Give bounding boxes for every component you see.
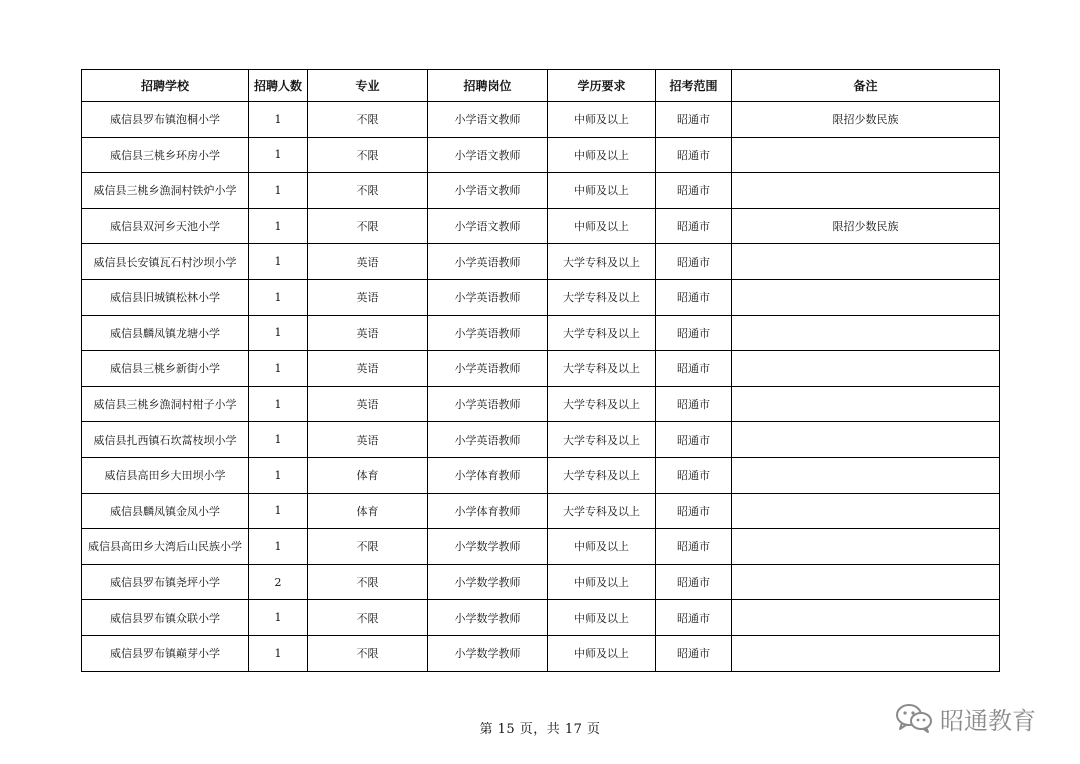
cell-education: 中师及以上 — [548, 208, 656, 244]
cell-position: 小学体育教师 — [428, 457, 548, 493]
cell-scope: 昭通市 — [656, 635, 732, 671]
cell-position: 小学英语教师 — [428, 244, 548, 280]
header-scope: 招考范围 — [656, 70, 732, 102]
cell-count: 1 — [249, 635, 308, 671]
cell-education: 大学专科及以上 — [548, 351, 656, 387]
cell-position: 小学数学教师 — [428, 564, 548, 600]
table-row — [82, 529, 1000, 565]
cell-major: 英语 — [308, 244, 428, 280]
cell-position: 小学体育教师 — [428, 493, 548, 529]
header-count: 招聘人数 — [249, 70, 308, 102]
table-row — [82, 137, 1000, 173]
cell-school: 威信县罗布镇巅芽小学 — [82, 635, 249, 671]
table-row — [82, 351, 1000, 387]
cell-position: 小学英语教师 — [428, 279, 548, 315]
cell-education: 中师及以上 — [548, 529, 656, 565]
table-row — [82, 422, 1000, 458]
table-row — [82, 600, 1000, 636]
cell-remarks: 限招少数民族 — [732, 208, 1000, 244]
cell-position: 小学语文教师 — [428, 173, 548, 209]
cell-major: 不限 — [308, 173, 428, 209]
cell-education: 大学专科及以上 — [548, 315, 656, 351]
cell-school: 威信县长安镇瓦石村沙坝小学 — [82, 244, 249, 280]
cell-remarks — [732, 244, 1000, 280]
cell-scope: 昭通市 — [656, 351, 732, 387]
recruitment-table — [81, 69, 1000, 672]
cell-school: 威信县三桃乡环房小学 — [82, 137, 249, 173]
cell-major: 英语 — [308, 422, 428, 458]
cell-position: 小学英语教师 — [428, 422, 548, 458]
table-row — [82, 564, 1000, 600]
cell-school: 威信县双河乡天池小学 — [82, 208, 249, 244]
cell-position: 小学数学教师 — [428, 600, 548, 636]
cell-remarks — [732, 635, 1000, 671]
header-remarks: 备注 — [732, 70, 1000, 102]
cell-education: 中师及以上 — [548, 564, 656, 600]
cell-remarks — [732, 529, 1000, 565]
cell-education: 中师及以上 — [548, 600, 656, 636]
cell-position: 小学语文教师 — [428, 137, 548, 173]
cell-count: 1 — [249, 244, 308, 280]
cell-education: 大学专科及以上 — [548, 457, 656, 493]
cell-count: 1 — [249, 208, 308, 244]
cell-major: 不限 — [308, 564, 428, 600]
cell-position: 小学语文教师 — [428, 208, 548, 244]
header-major: 专业 — [308, 70, 428, 102]
cell-education: 大学专科及以上 — [548, 493, 656, 529]
table-row — [82, 315, 1000, 351]
cell-education: 中师及以上 — [548, 102, 656, 138]
cell-major: 不限 — [308, 600, 428, 636]
cell-count: 1 — [249, 315, 308, 351]
cell-scope: 昭通市 — [656, 422, 732, 458]
cell-education: 大学专科及以上 — [548, 279, 656, 315]
cell-school: 威信县罗布镇泡桐小学 — [82, 102, 249, 138]
cell-count: 1 — [249, 493, 308, 529]
cell-scope: 昭通市 — [656, 208, 732, 244]
cell-scope: 昭通市 — [656, 386, 732, 422]
cell-count: 1 — [249, 600, 308, 636]
cell-education: 大学专科及以上 — [548, 386, 656, 422]
cell-scope: 昭通市 — [656, 600, 732, 636]
cell-major: 英语 — [308, 279, 428, 315]
cell-major: 不限 — [308, 529, 428, 565]
cell-count: 1 — [249, 137, 308, 173]
cell-education: 大学专科及以上 — [548, 244, 656, 280]
cell-school: 威信县三桃乡漁洞村柑子小学 — [82, 386, 249, 422]
header-school: 招聘学校 — [82, 70, 249, 102]
table-row — [82, 208, 1000, 244]
cell-school: 威信县罗布镇尧坪小学 — [82, 564, 249, 600]
cell-remarks — [732, 493, 1000, 529]
cell-school: 威信县三桃乡漁洞村铁炉小学 — [82, 173, 249, 209]
cell-position: 小学英语教师 — [428, 386, 548, 422]
cell-position: 小学数学教师 — [428, 529, 548, 565]
table-row — [82, 635, 1000, 671]
table-row — [82, 173, 1000, 209]
cell-scope: 昭通市 — [656, 244, 732, 280]
cell-major: 不限 — [308, 137, 428, 173]
cell-major: 英语 — [308, 315, 428, 351]
cell-school: 威信县麟凤镇金凤小学 — [82, 493, 249, 529]
cell-scope: 昭通市 — [656, 457, 732, 493]
cell-major: 不限 — [308, 208, 428, 244]
table-row — [82, 457, 1000, 493]
cell-remarks — [732, 422, 1000, 458]
cell-school: 威信县扎西镇石坎蒿枝坝小学 — [82, 422, 249, 458]
cell-remarks — [732, 173, 1000, 209]
cell-major: 体育 — [308, 493, 428, 529]
cell-scope: 昭通市 — [656, 564, 732, 600]
cell-remarks — [732, 137, 1000, 173]
cell-education: 大学专科及以上 — [548, 422, 656, 458]
cell-scope: 昭通市 — [656, 279, 732, 315]
cell-remarks: 限招少数民族 — [732, 102, 1000, 138]
cell-scope: 昭通市 — [656, 173, 732, 209]
cell-count: 1 — [249, 529, 308, 565]
cell-school: 威信县高田乡大湾后山民族小学 — [82, 529, 249, 565]
wechat-icon — [894, 702, 934, 734]
cell-count: 1 — [249, 386, 308, 422]
cell-education: 中师及以上 — [548, 173, 656, 209]
cell-major: 英语 — [308, 351, 428, 387]
cell-count: 1 — [249, 279, 308, 315]
cell-education: 中师及以上 — [548, 635, 656, 671]
table-row — [82, 279, 1000, 315]
cell-scope: 昭通市 — [656, 137, 732, 173]
table-header-row — [82, 70, 1000, 102]
cell-school: 威信县罗布镇众联小学 — [82, 600, 249, 636]
header-position: 招聘岗位 — [428, 70, 548, 102]
cell-count: 1 — [249, 422, 308, 458]
cell-remarks — [732, 600, 1000, 636]
table-row — [82, 102, 1000, 138]
cell-major: 英语 — [308, 386, 428, 422]
cell-remarks — [732, 386, 1000, 422]
header-education: 学历要求 — [548, 70, 656, 102]
cell-position: 小学数学教师 — [428, 635, 548, 671]
cell-count: 1 — [249, 102, 308, 138]
cell-school: 威信县高田乡大田坝小学 — [82, 457, 249, 493]
cell-school: 威信县三桃乡新街小学 — [82, 351, 249, 387]
cell-education: 中师及以上 — [548, 137, 656, 173]
page-number: 第 15 页，共 17 页 — [479, 722, 601, 737]
cell-remarks — [732, 564, 1000, 600]
cell-count: 1 — [249, 457, 308, 493]
watermark-text: 昭通教育 — [940, 706, 1036, 735]
cell-scope: 昭通市 — [656, 529, 732, 565]
cell-count: 2 — [249, 564, 308, 600]
cell-position: 小学英语教师 — [428, 351, 548, 387]
cell-school: 威信县旧城镇松林小学 — [82, 279, 249, 315]
cell-major: 不限 — [308, 102, 428, 138]
cell-major: 体育 — [308, 457, 428, 493]
cell-position: 小学英语教师 — [428, 315, 548, 351]
cell-remarks — [732, 279, 1000, 315]
cell-count: 1 — [249, 173, 308, 209]
cell-school: 威信县麟凤镇龙塘小学 — [82, 315, 249, 351]
cell-remarks — [732, 351, 1000, 387]
cell-remarks — [732, 457, 1000, 493]
table-row — [82, 386, 1000, 422]
table-row — [82, 244, 1000, 280]
cell-remarks — [732, 315, 1000, 351]
cell-scope: 昭通市 — [656, 315, 732, 351]
table-row — [82, 493, 1000, 529]
cell-count: 1 — [249, 351, 308, 387]
cell-major: 不限 — [308, 635, 428, 671]
cell-scope: 昭通市 — [656, 493, 732, 529]
watermark — [894, 700, 1036, 736]
cell-position: 小学语文教师 — [428, 102, 548, 138]
cell-scope: 昭通市 — [656, 102, 732, 138]
